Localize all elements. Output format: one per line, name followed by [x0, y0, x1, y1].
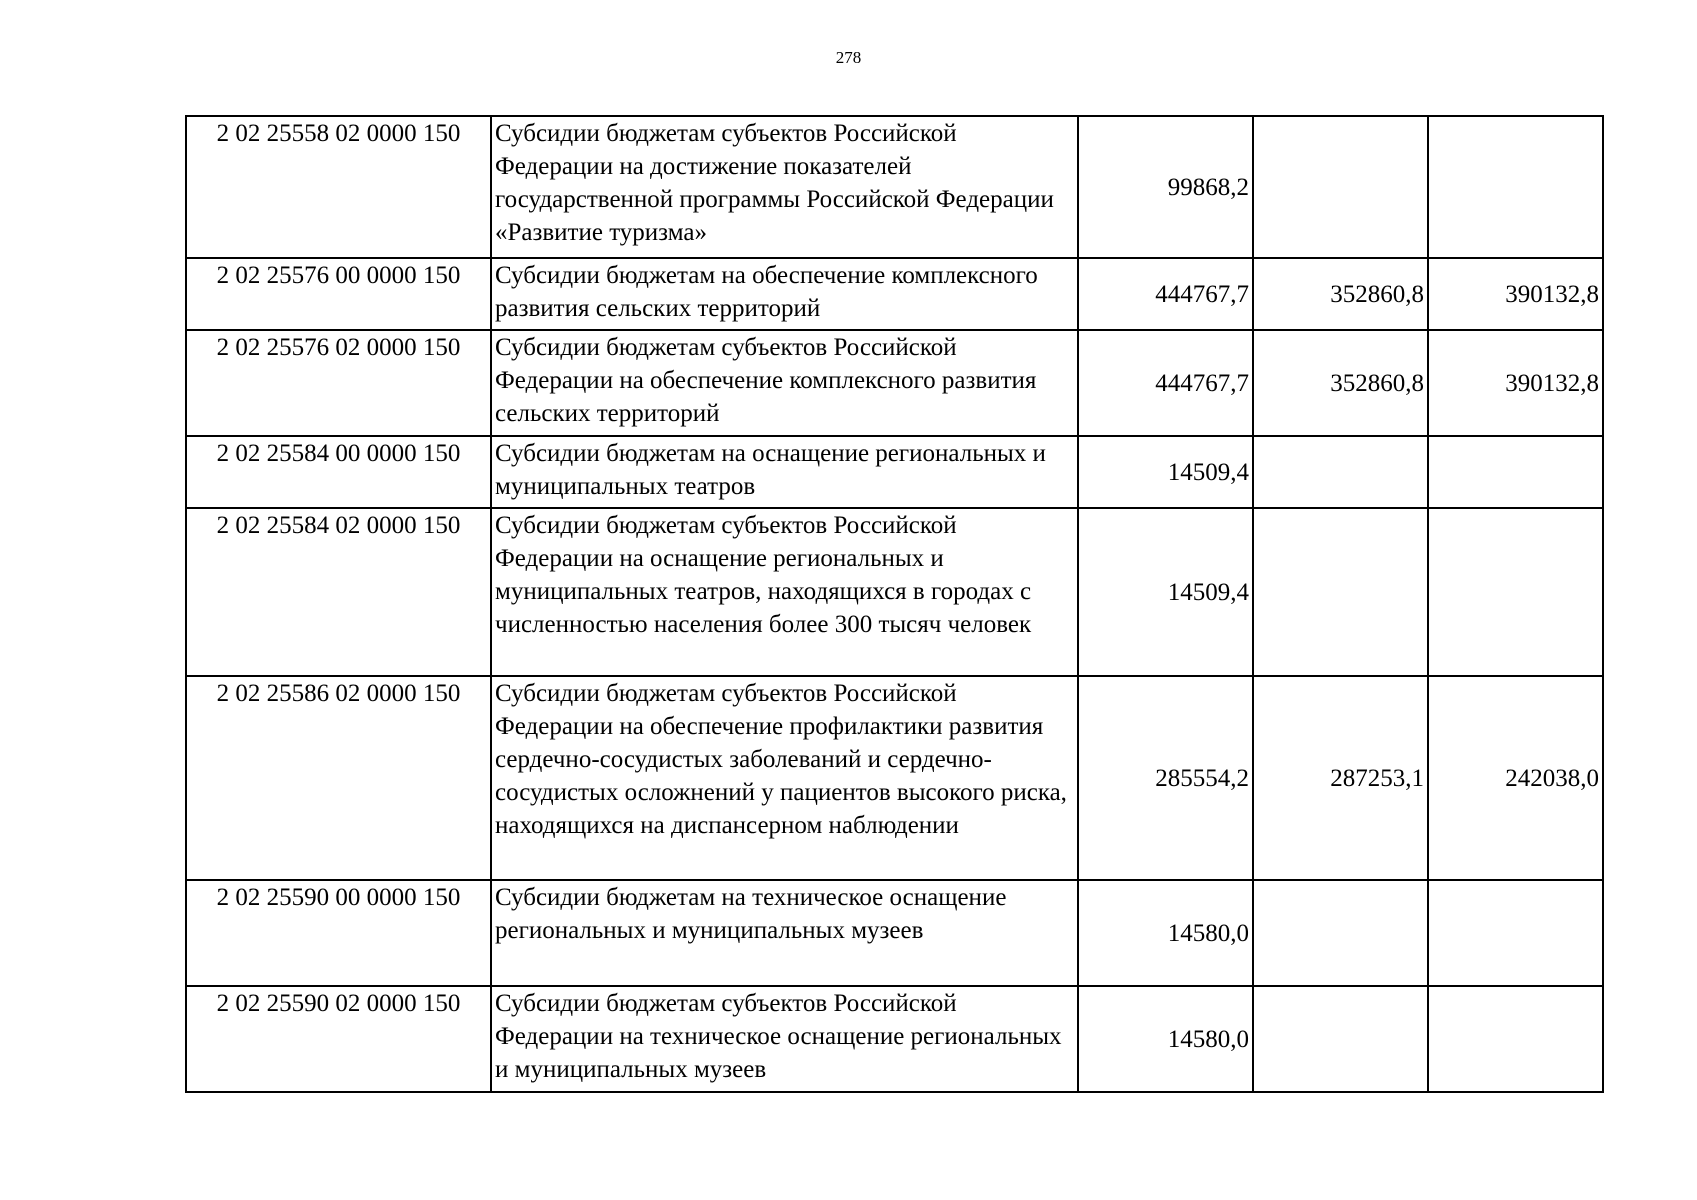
description-cell: Субсидии бюджетам на техническое оснащение региональных и муниципальных музеев — [491, 880, 1078, 986]
page-number: 278 — [835, 48, 862, 67]
description-cell: Субсидии бюджетам на обеспечение комплексного развития сельских территорий — [491, 258, 1078, 330]
amount-year-1-cell: 444767,7 — [1078, 258, 1253, 330]
amount-year-2-cell: 352860,8 — [1253, 330, 1428, 436]
table-row — [186, 116, 1603, 258]
budget-table — [185, 115, 1604, 1093]
amount-year-3-cell: 390132,8 — [1428, 258, 1603, 330]
amount-year-1-cell: 14509,4 — [1078, 508, 1253, 676]
amount-year-2-cell — [1253, 508, 1428, 676]
amount-year-2-cell: 352860,8 — [1253, 258, 1428, 330]
description-cell: Субсидии бюджетам субъектов Российской Федерации на достижение показателей государственной программы Российской Федерации «Развитие туризма» — [491, 116, 1078, 258]
budget-code-cell: 2 02 25584 02 0000 150 — [186, 508, 491, 676]
amount-year-3-cell: 242038,0 — [1428, 676, 1603, 880]
table-row — [186, 986, 1603, 1092]
amount-year-2-cell — [1253, 880, 1428, 986]
budget-code-cell: 2 02 25576 00 0000 150 — [186, 258, 491, 330]
table-row — [186, 880, 1603, 986]
amount-year-3-cell — [1428, 880, 1603, 986]
description-cell: Субсидии бюджетам субъектов Российской Федерации на обеспечение профилактики развития сердечно-сосудистых заболеваний и сердечно-сосудистых осложнений у пациентов высокого риска, находящихся на диспансерном наблюдении — [491, 676, 1078, 880]
table-row — [186, 508, 1603, 676]
table-row — [186, 258, 1603, 330]
table-row — [186, 676, 1603, 880]
description-cell: Субсидии бюджетам субъектов Российской Федерации на оснащение региональных и муниципальных театров, находящихся в городах с численностью населения более 300 тысяч человек — [491, 508, 1078, 676]
amount-year-1-cell: 444767,7 — [1078, 330, 1253, 436]
amount-year-1-cell: 285554,2 — [1078, 676, 1253, 880]
amount-year-1-cell: 14580,0 — [1078, 880, 1253, 986]
amount-year-1-cell: 99868,2 — [1078, 116, 1253, 258]
amount-year-2-cell: 287253,1 — [1253, 676, 1428, 880]
budget-code-cell: 2 02 25590 00 0000 150 — [186, 880, 491, 986]
description-cell: Субсидии бюджетам субъектов Российской Федерации на обеспечение комплексного развития сельских территорий — [491, 330, 1078, 436]
budget-code-cell: 2 02 25576 02 0000 150 — [186, 330, 491, 436]
amount-year-3-cell — [1428, 116, 1603, 258]
description-cell: Субсидии бюджетам субъектов Российской Федерации на техническое оснащение региональных и муниципальных музеев — [491, 986, 1078, 1092]
budget-code-cell: 2 02 25558 02 0000 150 — [186, 116, 491, 258]
budget-code-cell: 2 02 25584 00 0000 150 — [186, 436, 491, 508]
amount-year-3-cell — [1428, 436, 1603, 508]
table-row — [186, 436, 1603, 508]
amount-year-2-cell — [1253, 436, 1428, 508]
description-cell: Субсидии бюджетам на оснащение региональных и муниципальных театров — [491, 436, 1078, 508]
amount-year-3-cell: 390132,8 — [1428, 330, 1603, 436]
amount-year-1-cell: 14580,0 — [1078, 986, 1253, 1092]
table-row — [186, 330, 1603, 436]
amount-year-1-cell: 14509,4 — [1078, 436, 1253, 508]
budget-code-cell: 2 02 25590 02 0000 150 — [186, 986, 491, 1092]
amount-year-3-cell — [1428, 508, 1603, 676]
amount-year-3-cell — [1428, 986, 1603, 1092]
amount-year-2-cell — [1253, 116, 1428, 258]
budget-code-cell: 2 02 25586 02 0000 150 — [186, 676, 491, 880]
amount-year-2-cell — [1253, 986, 1428, 1092]
